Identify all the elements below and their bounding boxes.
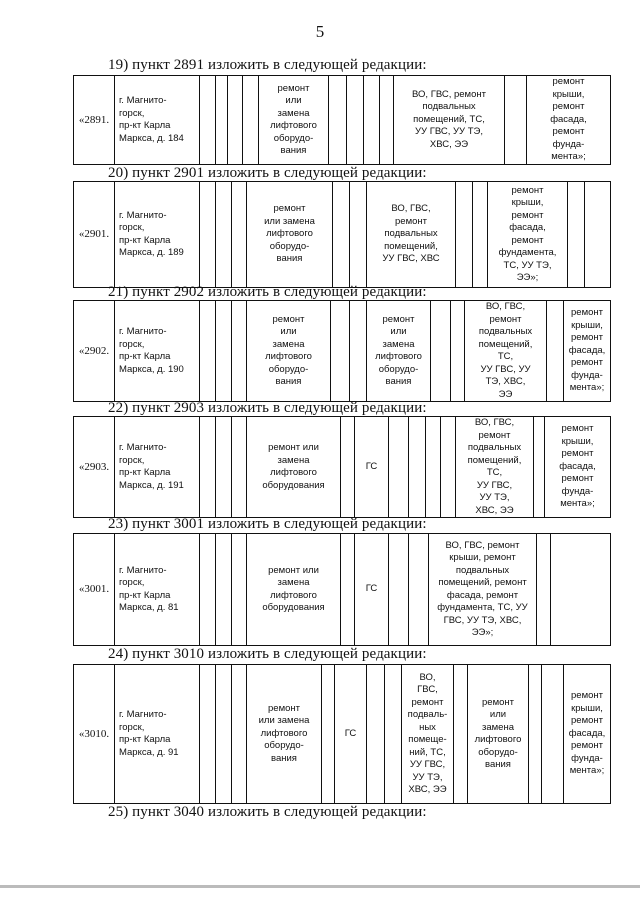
address-cell: г. Магнито- горск, пр-кт Карла Маркса, д. 190 [115,301,200,402]
cell [473,182,488,288]
cell: ремонт крыши, ремонт фасада, ремонт фунда- мента»; [564,301,611,402]
cell [534,417,545,518]
paragraph-heading: 24) пункт 3010 изложить в следующей редакции: [108,646,427,662]
cell [341,534,355,646]
cell: ГС [355,417,389,518]
cell: ВО, ГВС, ремонт крыши, ремонт подвальных помещений, ремонт фасада, ремонт фундамента, ТС, УУ ГВС, УУ ТЭ, ХВС, ЭЭ»; [429,534,537,646]
cell [551,534,611,646]
cell [228,76,243,165]
cell [216,417,232,518]
cell [385,665,402,804]
cell [389,417,409,518]
table-row [73,416,611,518]
paragraph-heading: 25) пункт 3040 изложить в следующей редакции: [108,804,427,820]
table-row [73,181,611,288]
cell [441,417,456,518]
paragraph-heading: 20) пункт 2901 изложить в следующей редакции: [108,165,427,181]
cell [232,301,247,402]
cell: ВО, ГВС, ремонт подваль- ных помеще- ний, ТС, УУ ГВС, УУ ТЭ, ХВС, ЭЭ [402,665,454,804]
cell [426,417,441,518]
cell [542,665,564,804]
cell [367,665,385,804]
cell [431,301,451,402]
cell: ремонт или замена лифтового оборудо- вания [247,182,333,288]
cell: ВО, ГВС, ремонт подвальных помещений, ТС, УУ ГВС, УУ ТЭ, ХВС, ЭЭ [465,301,547,402]
cell: ВО, ГВС, ремонт подвальных помещений, ТС, УУ ГВС, УУ ТЭ, ХВС, ЭЭ [394,76,505,165]
cell [216,182,232,288]
cell [347,76,364,165]
cell [216,665,232,804]
address-cell: г. Магнито- горск, пр-кт Карла Маркса, д. 189 [115,182,200,288]
cell: ГС [355,534,389,646]
address-cell: г. Магнито- горск, пр-кт Карла Маркса, д. 81 [115,534,200,646]
cell: ремонт крыши, ремонт фасада, ремонт фунда- мента»; [527,76,611,165]
table-row [73,300,611,402]
cell [364,76,380,165]
cell [243,76,259,165]
item-number: «3001. [74,534,115,646]
cell [451,301,465,402]
scan-edge-divider [0,885,640,888]
item-number: «2903. [74,417,115,518]
page-number: 5 [315,22,325,41]
cell [200,534,216,646]
cell [341,417,355,518]
cell [409,417,426,518]
cell: ремонт или замена лифтового оборудо- вания [367,301,431,402]
cell [529,665,542,804]
cell [568,182,585,288]
cell [585,182,611,288]
cell [547,301,564,402]
table-row [73,664,611,804]
cell [200,76,216,165]
cell [409,534,429,646]
cell: ремонт или замена лифтового оборудо- вания [247,665,322,804]
cell: ремонт или замена лифтового оборудования [247,417,341,518]
cell [216,76,228,165]
cell: ГС [335,665,367,804]
cell [331,301,350,402]
cell: ремонт или замена лифтового оборудо- вания [468,665,529,804]
cell: ВО, ГВС, ремонт подвальных помещений, УУ ГВС, ХВС [367,182,456,288]
cell [232,417,247,518]
cell: ВО, ГВС, ремонт подвальных помещений, ТС, УУ ГВС, УУ ТЭ, ХВС, ЭЭ [456,417,534,518]
paragraph-heading: 19) пункт 2891 изложить в следующей редакции: [108,57,427,73]
cell: ремонт или замена лифтового оборудо- вания [259,76,329,165]
cell: ремонт крыши, ремонт фасада, ремонт фундамента, ТС, УУ ТЭ, ЭЭ»; [488,182,568,288]
cell [454,665,468,804]
item-number: «3010. [74,665,115,804]
cell [200,417,216,518]
item-number: «2902. [74,301,115,402]
cell [389,534,409,646]
cell [200,665,216,804]
cell [456,182,473,288]
address-cell: г. Магнито- горск, пр-кт Карла Маркса, д. 91 [115,665,200,804]
cell [200,182,216,288]
cell [350,182,367,288]
table-row [73,75,611,165]
cell: ремонт крыши, ремонт фасада, ремонт фунда- мента»; [564,665,611,804]
cell [232,182,247,288]
cell [537,534,551,646]
cell: ремонт или замена лифтового оборудования [247,534,341,646]
paragraph-heading: 22) пункт 2903 изложить в следующей редакции: [108,400,427,416]
address-cell: г. Магнито- горск, пр-кт Карла Маркса, д. 191 [115,417,200,518]
cell: ремонт или замена лифтового оборудо- вания [247,301,331,402]
cell [329,76,347,165]
cell: ремонт крыши, ремонт фасада, ремонт фунда- мента»; [545,417,611,518]
cell [232,665,247,804]
paragraph-heading: 23) пункт 3001 изложить в следующей редакции: [108,516,427,532]
paragraph-heading: 21) пункт 2902 изложить в следующей редакции: [108,284,427,300]
address-cell: г. Магнито- горск, пр-кт Карла Маркса, д. 184 [115,76,200,165]
cell [216,301,232,402]
cell [322,665,335,804]
table-row [73,533,611,646]
cell [216,534,232,646]
cell [232,534,247,646]
cell [333,182,350,288]
cell [505,76,527,165]
cell [200,301,216,402]
cell [380,76,394,165]
cell [350,301,367,402]
item-number: «2901. [74,182,115,288]
item-number: «2891. [74,76,115,165]
